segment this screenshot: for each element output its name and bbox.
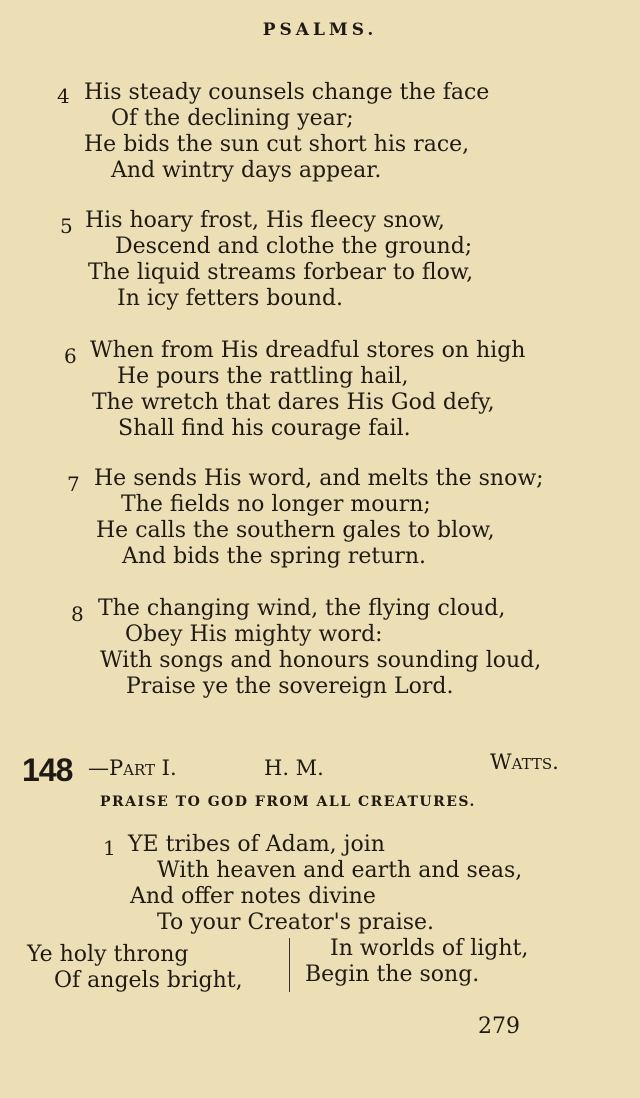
verse-line-right: Begin the song.	[305, 962, 480, 987]
verse-line: He sends His word, and melts the snow;	[94, 466, 544, 491]
verse-line: The liquid streams forbear to flow,	[88, 260, 474, 285]
verse-line: To your Creator's praise.	[157, 910, 435, 935]
stanza-number: 8	[71, 602, 84, 626]
verse-line: When from His dreadful stores on high	[90, 338, 526, 363]
column-divider	[289, 938, 290, 992]
running-header: PSALMS.	[262, 20, 378, 40]
verse-line: The fields no longer mourn;	[121, 492, 431, 517]
hymn-title: PRAISE TO GOD FROM ALL CREATURES.	[100, 794, 476, 810]
hymn-author: Watts.	[490, 750, 559, 774]
verse-line: Praise ye the sovereign Lord.	[126, 674, 454, 699]
verse-number: 1	[103, 836, 116, 860]
verse-line: With heaven and earth and seas,	[157, 858, 523, 883]
hymn-part: —Part I.	[88, 756, 177, 780]
verse-line: In icy fetters bound.	[117, 286, 344, 311]
verse-line: Obey His mighty word:	[125, 622, 383, 647]
verse-line: YE tribes of Adam, join	[128, 832, 385, 857]
verse-line: And wintry days appear.	[111, 158, 382, 183]
verse-line: His steady counsels change the face	[84, 80, 490, 105]
stanza-number: 4	[57, 84, 70, 108]
verse-line: The changing wind, the flying cloud,	[98, 596, 506, 621]
page-number: 279	[478, 1014, 520, 1039]
verse-line: With songs and honours sounding loud,	[100, 648, 542, 673]
stanza-number: 7	[67, 472, 80, 496]
stanza-number: 5	[60, 214, 73, 238]
verse-line: And bids the spring return.	[122, 544, 427, 569]
verse-line: His hoary frost, His fleecy snow,	[85, 208, 445, 233]
verse-line: He bids the sun cut short his race,	[84, 132, 470, 157]
verse-line: Of the declining year;	[111, 106, 354, 131]
verse-line: Descend and clothe the ground;	[115, 234, 473, 259]
hymn-number: 148	[22, 752, 73, 788]
verse-line: And offer notes divine	[130, 884, 376, 909]
stanza-number: 6	[64, 344, 77, 368]
verse-line: Shall find his courage fail.	[118, 416, 411, 441]
verse-line-right: In worlds of light,	[330, 936, 529, 961]
hymn-meter: H. M.	[264, 756, 324, 780]
verse-line: He pours the rattling hail,	[117, 364, 409, 389]
verse-line: The wretch that dares His God defy,	[92, 390, 495, 415]
verse-line-left: Ye holy throng	[27, 942, 189, 967]
verse-line: He calls the southern gales to blow,	[96, 518, 495, 543]
verse-line-left: Of angels bright,	[54, 968, 243, 993]
